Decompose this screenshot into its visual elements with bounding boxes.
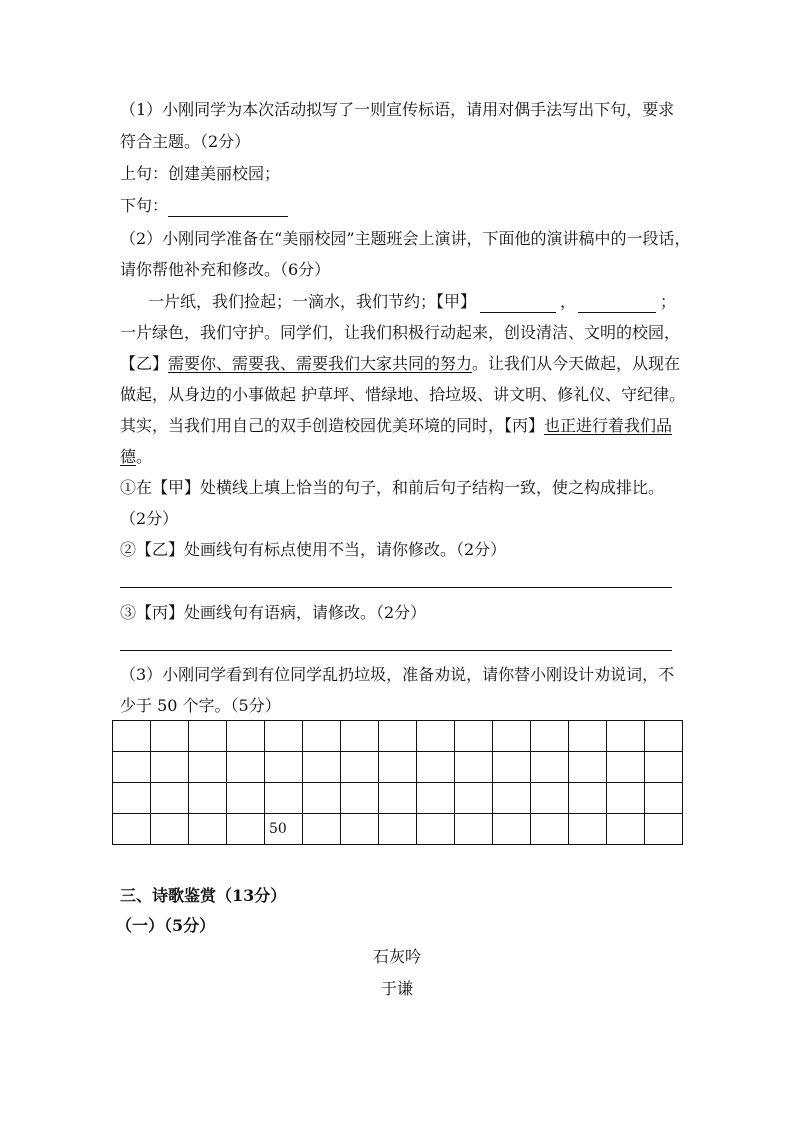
q2-passage-line2: 一片绿色，我们守护。同学们，让我们积极行动起来，创设清洁、文明的校园， <box>120 323 681 342</box>
grid-cell[interactable] <box>607 752 645 783</box>
grid-cell[interactable] <box>493 783 531 814</box>
bing-underlined-end: 德 <box>120 447 137 466</box>
q2-line2: 请你帮他补充和修改。（6分） <box>120 260 331 279</box>
grid-cell[interactable] <box>493 721 531 752</box>
q1-lower-label: 下句： <box>120 196 169 215</box>
grid-cell[interactable] <box>265 783 303 814</box>
section3-sub: （一）（5分） <box>116 916 216 935</box>
yi-underlined-sentence: 需要你、需要我、需要我们大家共同的努力 <box>168 354 473 373</box>
q3-line1: （3）小刚同学看到有位同学乱扔垃圾，准备劝说，请你替小刚设计劝说词，不 <box>120 665 675 684</box>
grid-cell[interactable] <box>607 783 645 814</box>
grid-count-marker: 50 <box>265 814 303 845</box>
grid-cell[interactable] <box>189 721 227 752</box>
passage-semicolon: ； <box>660 292 677 311</box>
passage-text: 其实，当我们用自己的双手创造校园优美环境的同时，【丙】 <box>120 416 545 435</box>
grid-cell[interactable] <box>493 814 531 845</box>
grid-cell[interactable] <box>303 783 341 814</box>
grid-cell[interactable] <box>189 814 227 845</box>
q2-passage-line5 <box>120 415 680 437</box>
grid-cell[interactable] <box>303 814 341 845</box>
grid-row <box>113 814 683 845</box>
grid-cell[interactable] <box>645 783 683 814</box>
grid-cell[interactable] <box>341 721 379 752</box>
q1-answer-blank[interactable] <box>168 200 288 217</box>
grid-cell[interactable] <box>379 814 417 845</box>
grid-cell[interactable] <box>113 721 151 752</box>
grid-cell[interactable] <box>113 814 151 845</box>
poem-title: 石灰吟 <box>372 947 421 966</box>
grid-cell[interactable] <box>227 814 265 845</box>
grid-cell[interactable] <box>645 814 683 845</box>
subq1-line2: （2分） <box>120 509 179 528</box>
subq3-answer-line[interactable] <box>120 650 672 651</box>
grid-cell[interactable] <box>151 814 189 845</box>
grid-cell[interactable] <box>417 721 455 752</box>
grid-cell[interactable] <box>455 814 493 845</box>
grid-cell[interactable] <box>113 783 151 814</box>
grid-cell[interactable] <box>607 721 645 752</box>
subq2-answer-line[interactable] <box>120 587 672 588</box>
grid-cell[interactable] <box>227 752 265 783</box>
grid-cell[interactable] <box>341 752 379 783</box>
subq2: ②【乙】处画线句有标点使用不当，请你修改。（2分） <box>120 540 507 559</box>
yi-mark: 【乙】 <box>120 354 169 373</box>
grid-cell[interactable] <box>455 721 493 752</box>
grid-cell[interactable] <box>189 752 227 783</box>
grid-cell[interactable] <box>379 783 417 814</box>
q1-upper-sentence: 上句：创建美丽校园； <box>120 164 281 183</box>
subq1-line1: ①在【甲】处横线上填上恰当的句子，和前后句子结构一致，使之构成排比。 <box>120 478 665 497</box>
grid-cell[interactable] <box>569 721 607 752</box>
q1-line1: （1）小刚同学为本次活动拟写了一则宣传标语，请用对偶手法写出下句，要求 <box>120 100 675 119</box>
grid-cell[interactable] <box>645 752 683 783</box>
grid-row <box>113 783 683 814</box>
grid-cell[interactable] <box>455 752 493 783</box>
jia-blank-1[interactable] <box>480 296 556 313</box>
grid-row <box>113 721 683 752</box>
grid-cell[interactable] <box>379 752 417 783</box>
grid-cell[interactable] <box>569 783 607 814</box>
grid-cell[interactable] <box>341 783 379 814</box>
grid-cell[interactable] <box>493 752 531 783</box>
grid-cell[interactable] <box>417 752 455 783</box>
grid-cell[interactable] <box>417 814 455 845</box>
q2-passage-line3 <box>120 353 680 375</box>
grid-cell[interactable] <box>189 783 227 814</box>
q1-lower-sentence <box>120 195 680 217</box>
section3-title: 三、诗歌鉴赏（13分） <box>120 886 287 905</box>
q2-passage-line4: 做起，从身边的小事做起 护草坪、惜绿地、拾垃圾、讲文明、修礼仪、守纪律。 <box>120 385 686 404</box>
grid-cell[interactable] <box>265 752 303 783</box>
grid-cell[interactable] <box>227 721 265 752</box>
grid-cell[interactable] <box>531 752 569 783</box>
q1-line2: 符合主题。（2分） <box>120 132 251 151</box>
grid-cell[interactable] <box>531 721 569 752</box>
grid-cell[interactable] <box>151 783 189 814</box>
q2-passage-line6 <box>120 446 680 468</box>
writing-grid[interactable] <box>112 720 683 845</box>
grid-cell[interactable] <box>531 814 569 845</box>
grid-cell[interactable] <box>455 783 493 814</box>
grid-cell[interactable] <box>569 752 607 783</box>
q2-line1: （2）小刚同学准备在“美丽校园”主题班会上演讲，下面他的演讲稿中的一段话， <box>120 229 691 248</box>
poem-author: 于谦 <box>380 979 413 998</box>
grid-cell[interactable] <box>569 814 607 845</box>
grid-cell[interactable] <box>151 721 189 752</box>
bing-underlined-sentence: 也正进行着我们品 <box>544 416 673 435</box>
passage-comma: ， <box>560 292 577 311</box>
grid-cell[interactable] <box>379 721 417 752</box>
grid-cell[interactable] <box>113 752 151 783</box>
grid-cell[interactable] <box>151 752 189 783</box>
q3-line2: 少于 50 个字。（5分） <box>120 696 281 715</box>
q2-passage-line1 <box>148 291 680 313</box>
grid-cell[interactable] <box>227 783 265 814</box>
passage-period: 。 <box>136 447 153 466</box>
grid-cell[interactable] <box>531 783 569 814</box>
grid-cell[interactable] <box>341 814 379 845</box>
grid-cell[interactable] <box>303 752 341 783</box>
grid-row <box>113 752 683 783</box>
grid-cell[interactable] <box>607 814 645 845</box>
subq3: ③【丙】处画线句有语病，请修改。（2分） <box>120 603 427 622</box>
grid-cell[interactable] <box>303 721 341 752</box>
grid-cell[interactable] <box>645 721 683 752</box>
grid-cell[interactable] <box>417 783 455 814</box>
grid-cell[interactable] <box>265 721 303 752</box>
jia-blank-2[interactable] <box>578 296 656 313</box>
passage-text: 一片纸，我们捡起；一滴水，我们节约；【甲】 <box>148 292 477 311</box>
passage-text: 。让我们从今天做起，从现在 <box>472 354 681 373</box>
